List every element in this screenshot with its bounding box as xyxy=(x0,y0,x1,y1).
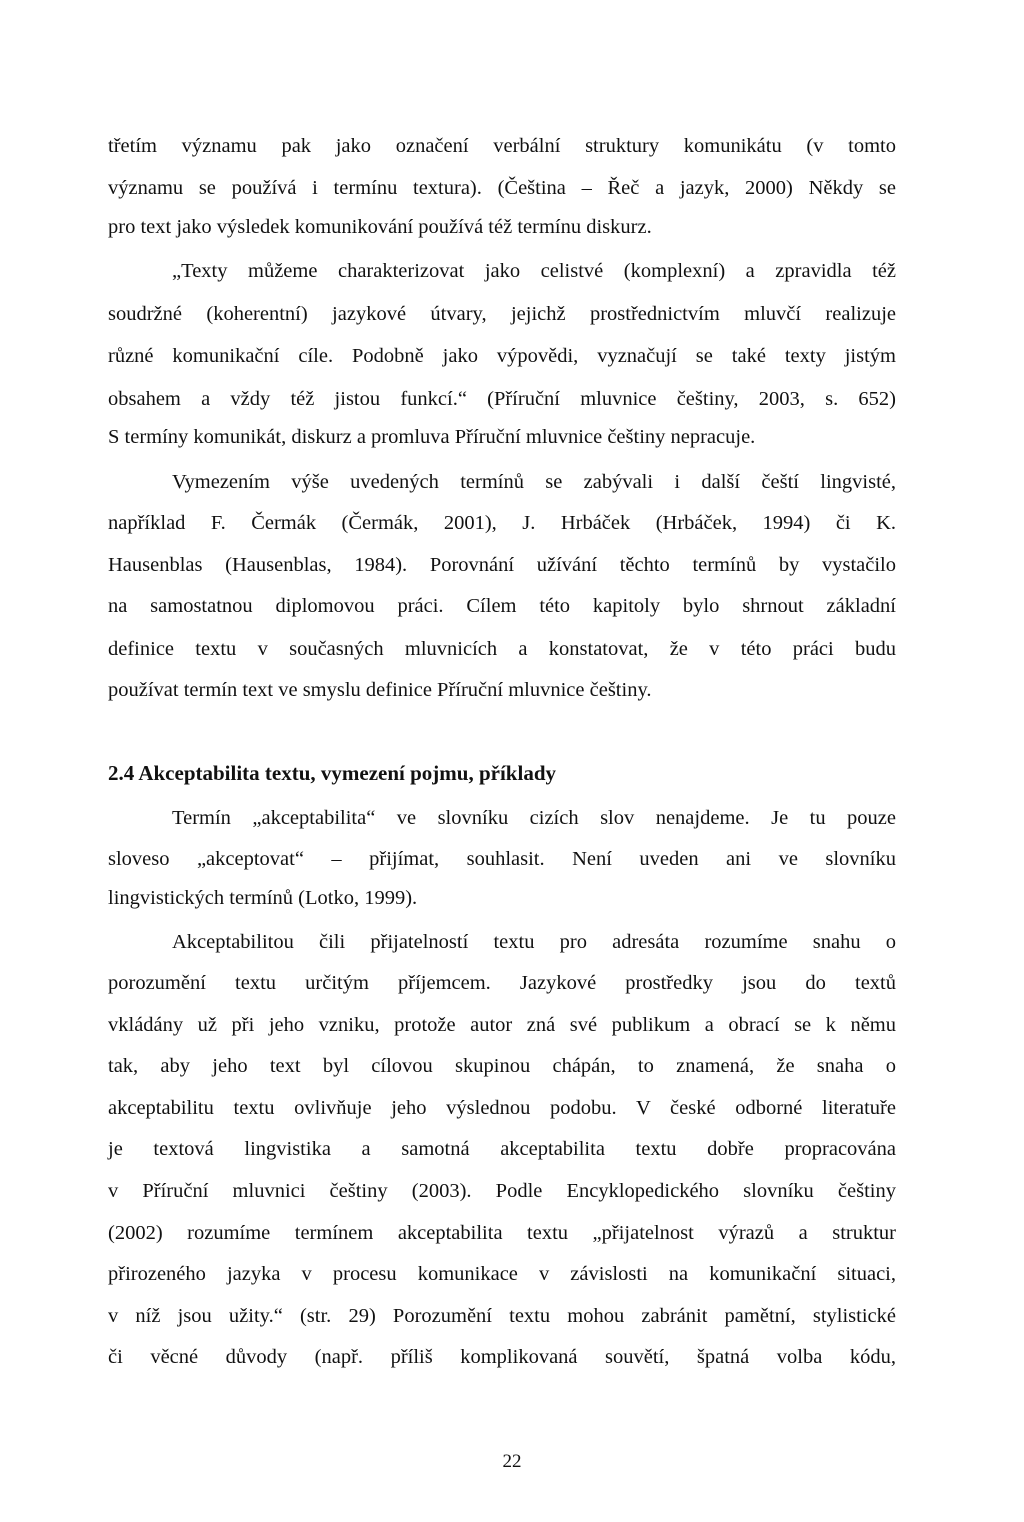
text-line: sloveso „akceptovat“ – přijímat, souhlasit. Není uveden ani ve slovníku xyxy=(108,848,896,870)
text-line: používat termín text ve smyslu definice Příruční mluvnice češtiny. xyxy=(108,679,652,701)
text-line: různé komunikační cíle. Podobně jako výpovědi, vyznačují se také texty jistým xyxy=(108,345,896,367)
text-line: v níž jsou užity.“ (str. 29) Porozumění textu mohou zabránit pamětní, stylistické xyxy=(108,1305,896,1327)
text-line: soudržné (koherentní) jazykové útvary, jejichž prostřednictvím mluvčí realizuje xyxy=(108,303,896,325)
text-line: obsahem a vždy též jistou funkcí.“ (Příruční mluvnice češtiny, 2003, s. 652) xyxy=(108,388,896,410)
text-line: vkládány už při jeho vzniku, protože autor zná své publikum a obrací se k němu xyxy=(108,1014,896,1036)
page-number: 22 xyxy=(502,1451,522,1472)
text-line: akceptabilitu textu ovlivňuje jeho výslednou podobu. V české odborné literatuře xyxy=(108,1097,896,1119)
text-line: lingvistických termínů (Lotko, 1999). xyxy=(108,887,418,909)
text-line: S termíny komunikát, diskurz a promluva Příruční mluvnice češtiny nepracuje. xyxy=(108,426,756,448)
text-line: či věcné důvody (např. příliš komplikovaná souvětí, špatná volba kódu, xyxy=(108,1346,896,1368)
text-line: definice textu v současných mluvnicích a konstatovat, že v této práci budu xyxy=(108,638,896,660)
text-line: Akceptabilitou čili přijatelností textu pro adresáta rozumíme snahu o xyxy=(172,931,896,953)
text-line: třetím významu pak jako označení verbální struktury komunikátu (v tomto xyxy=(108,135,896,157)
section-heading: 2.4 Akceptabilita textu, vymezení pojmu, příklady xyxy=(108,761,557,785)
text-line: významu se používá i termínu textura). (Čeština – Řeč a jazyk, 2000) Někdy se xyxy=(108,177,896,199)
text-line: pro text jako výsledek komunikování používá též termínu diskurz. xyxy=(108,216,652,238)
text-line: na samostatnou diplomovou práci. Cílem této kapitoly bylo shrnout základní xyxy=(108,595,896,617)
text-line: porozumění textu určitým příjemcem. Jazykové prostředky jsou do textů xyxy=(108,972,896,994)
text-line: v Příruční mluvnici češtiny (2003). Podle Encyklopedického slovníku češtiny xyxy=(108,1180,896,1202)
text-line: Vymezením výše uvedených termínů se zabývali i další čeští lingvisté, xyxy=(172,471,896,493)
text-line: přirozeného jazyka v procesu komunikace v závislosti na komunikační situaci, xyxy=(108,1263,896,1285)
text-line: Hausenblas (Hausenblas, 1984). Porovnání užívání těchto termínů by vystačilo xyxy=(108,554,896,576)
text-line: Termín „akceptabilita“ ve slovníku cizích slov nenajdeme. Je tu pouze xyxy=(172,807,896,829)
text-line: je textová lingvistika a samotná akceptabilita textu dobře propracována xyxy=(108,1138,896,1160)
text-line: „Texty můžeme charakterizovat jako celistvé (komplexní) a zpravidla též xyxy=(172,260,896,282)
text-line: například F. Čermák (Čermák, 2001), J. Hrbáček (Hrbáček, 1994) či K. xyxy=(108,512,896,534)
text-line: (2002) rozumíme termínem akceptabilita textu „přijatelnost výrazů a struktur xyxy=(108,1222,896,1244)
text-line: tak, aby jeho text byl cílovou skupinou chápán, to znamená, že snaha o xyxy=(108,1055,896,1077)
